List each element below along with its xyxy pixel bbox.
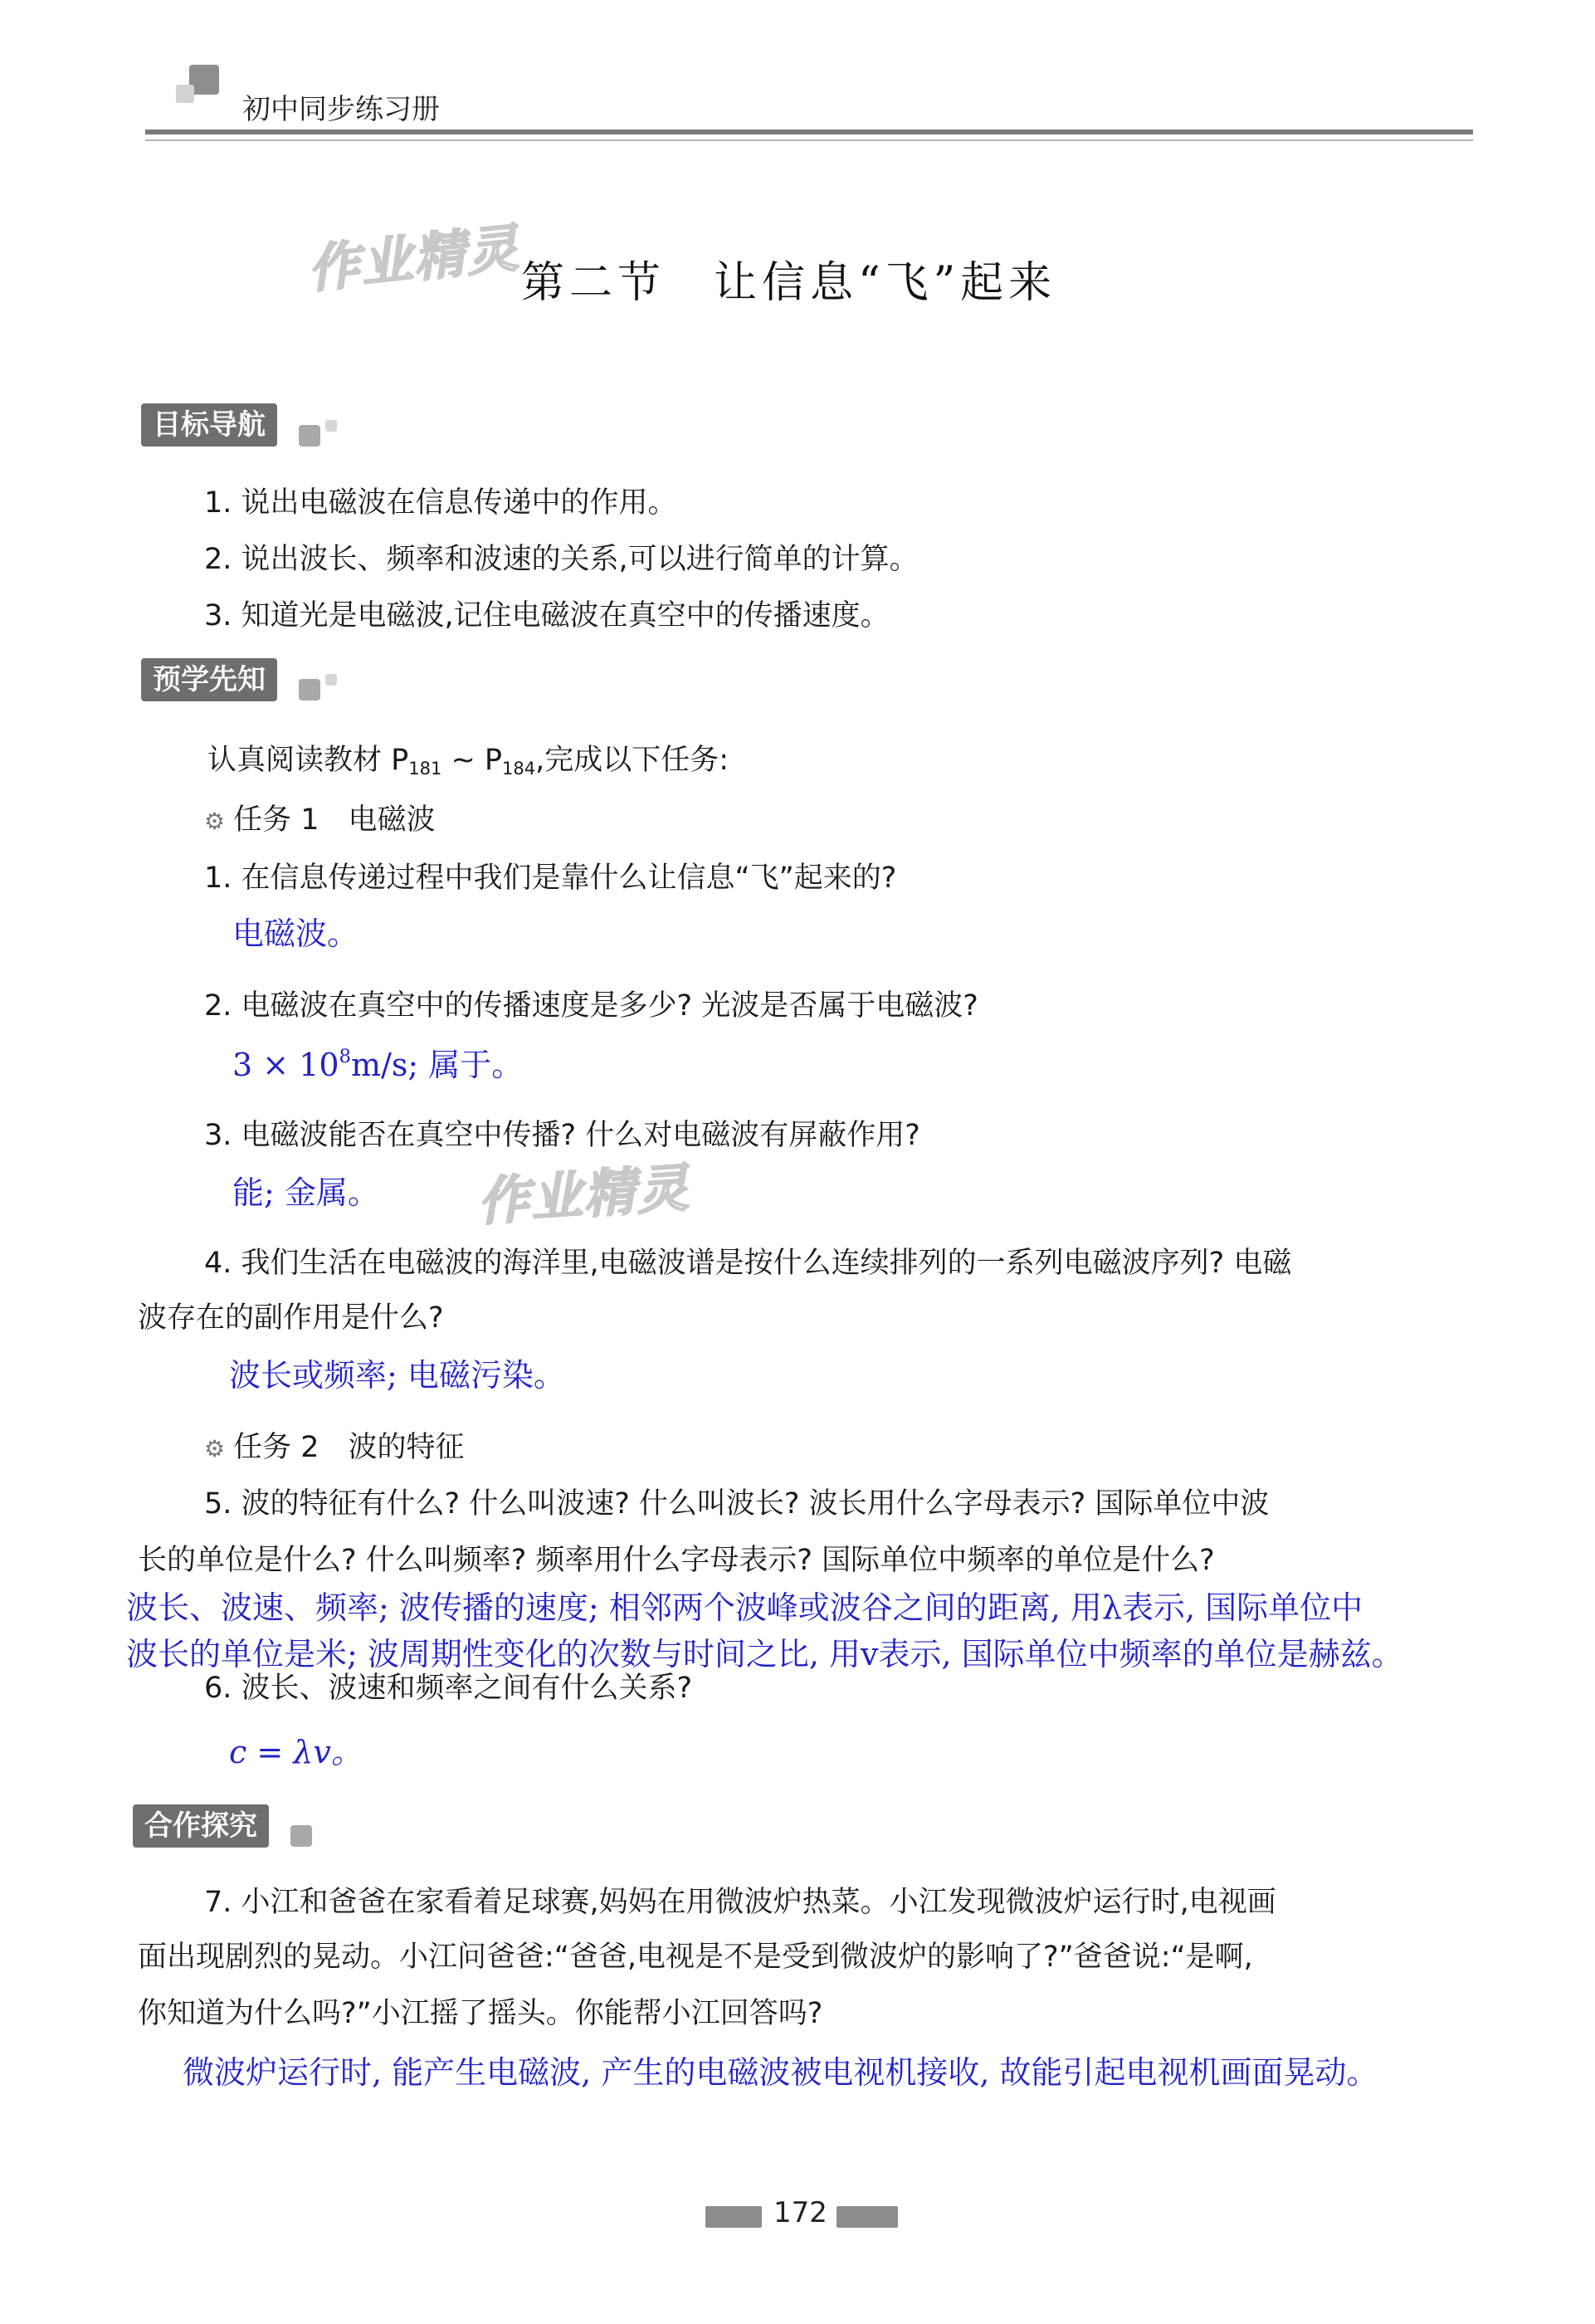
question-3: 3. 电磁波能否在真空中传播? 什么对电磁波有屏蔽作用? [204, 1119, 920, 1152]
gear-icon: ⚙ [204, 808, 226, 835]
answer-2: $3 \times 10^8m/s$; 属于。 [232, 1046, 524, 1083]
question-4: 4. 我们生活在电磁波的海洋里,电磁波谱是按什么连续排列的一系列电磁波序列? 电磁 [204, 1247, 1292, 1280]
goal-item: 1. 说出电磁波在信息传递中的作用。 [204, 486, 677, 520]
footer-decor-bar [705, 2206, 762, 2228]
question-2: 2. 电磁波在真空中的传播速度是多少? 光波是否属于电磁波? [204, 989, 978, 1023]
tag-decor [299, 679, 320, 701]
answer-6: c = λv。 [229, 1734, 363, 1770]
question-1: 1. 在信息传递过程中我们是靠什么让信息“飞”起来的? [204, 862, 897, 895]
answer-3: 能; 金属。 [232, 1174, 379, 1211]
question-7-cont: 面出现剧烈的晃动。小江问爸爸:“爸爸,电视是不是受到微波炉的影响了?”爸爸说:“是啊, [138, 1941, 1253, 1974]
watermark: 作业精灵 [476, 1157, 692, 1233]
preview-intro: 认真阅读教材 $P_{181}$ ~ $P_{184}$,完成以下任务: [207, 744, 729, 779]
question-5-cont: 长的单位是什么? 什么叫频率? 频率用什么字母表示? 国际单位中频率的单位是什么? [138, 1544, 1215, 1577]
tag-decor [299, 425, 320, 447]
goal-item: 3. 知道光是电磁波,记住电磁波在真空中的传播速度。 [204, 599, 890, 632]
footer-decor-bar [837, 2206, 898, 2228]
question-7: 7. 小江和爸爸在家看着足球赛,妈妈在用微波炉热菜。小江发现微波炉运行时,电视画 [204, 1886, 1276, 1919]
tag-decor [325, 674, 337, 686]
header-decor-square-small [176, 85, 194, 103]
answer-5: 波长、波速、频率; 波传播的速度; 相邻两个波峰或波谷之间的距离, 用λ表示, 国际单位中 [126, 1589, 1363, 1626]
goal-item: 2. 说出波长、频率和波速的关系,可以进行简单的计算。 [204, 543, 919, 576]
question-7-cont: 你知道为什么吗?”小江摇了摇头。你能帮小江回答吗? [138, 1997, 823, 2030]
page-title: 第二节 让信息“飞”起来 [521, 258, 1057, 308]
header-rule [145, 129, 1473, 134]
tag-decor [290, 1825, 312, 1847]
answer-4: 波长或频率; 电磁污染。 [229, 1357, 565, 1394]
book-title: 初中同步练习册 [242, 93, 440, 126]
answer-7: 微波炉运行时, 能产生电磁波, 产生的电磁波被电视机接收, 故能引起电视机画面晃动。 [183, 2054, 1378, 2091]
tag-decor [325, 420, 337, 432]
question-5: 5. 波的特征有什么? 什么叫波速? 什么叫波长? 波长用什么字母表示? 国际单位中波 [204, 1487, 1270, 1521]
question-6: 6. 波长、波速和频率之间有什么关系? [204, 1672, 693, 1705]
question-4-cont: 波存在的副作用是什么? [138, 1301, 444, 1335]
page-number: 172 [773, 2196, 827, 2229]
task-heading: ⚙ 任务 1 电磁波 [204, 803, 436, 837]
header-rule-thin [145, 139, 1473, 141]
watermark: 作业精灵 [305, 217, 523, 300]
task-heading: ⚙ 任务 2 波的特征 [204, 1431, 465, 1464]
section-tag-cooperate: 合作探究 [133, 1804, 269, 1848]
gear-icon: ⚙ [204, 1435, 226, 1462]
answer-1: 电磁波。 [232, 915, 359, 952]
answer-5-cont: 波长的单位是米; 波周期性变化的次数与时间之比, 用v表示, 国际单位中频率的单位是赫兹。 [126, 1636, 1403, 1672]
section-tag-goals: 目标导航 [141, 403, 277, 447]
section-tag-preview: 预学先知 [141, 658, 277, 701]
